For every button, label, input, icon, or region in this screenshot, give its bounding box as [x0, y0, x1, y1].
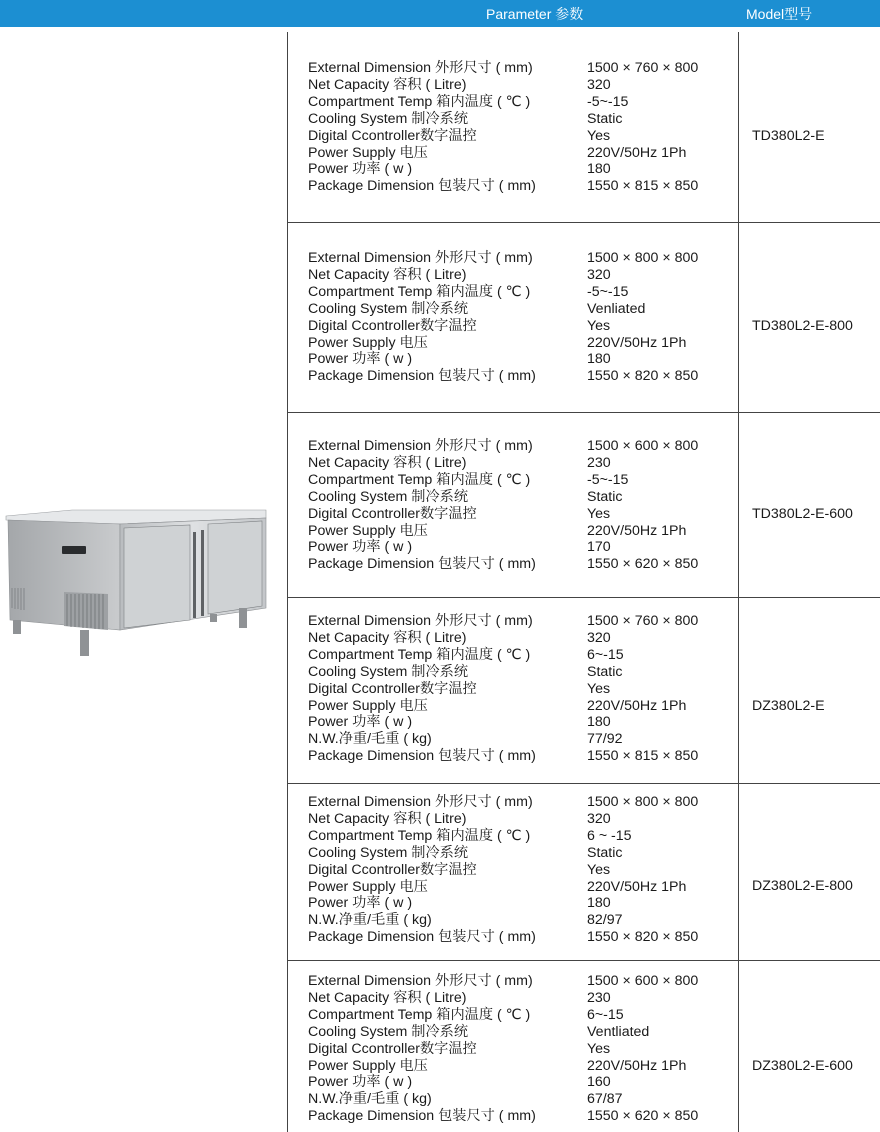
spec-label: Compartment Temp 箱内温度 ( ℃ )	[308, 471, 531, 488]
product-spec-block	[287, 224, 880, 413]
spec-label: Cooling System 制冷系统	[308, 663, 469, 680]
spec-value: 320	[587, 629, 611, 646]
spec-value: 1550 × 820 × 850	[587, 929, 699, 946]
spec-label: Cooling System 制冷系统	[308, 1023, 469, 1040]
spec-label: Compartment Temp 箱内温度 ( ℃ )	[308, 283, 531, 300]
spec-value: 180	[587, 161, 611, 178]
spec-value: Static	[587, 663, 623, 680]
spec-label: External Dimension 外形尺寸 ( mm)	[308, 438, 533, 454]
spec-value: 1500 × 760 × 800	[587, 60, 699, 76]
spec-value: 160	[587, 1074, 611, 1091]
spec-value: -5~-15	[587, 283, 629, 300]
spec-value: 220V/50Hz 1Ph	[587, 522, 687, 539]
spec-label: Digital Ccontroller数字温控	[308, 1040, 477, 1057]
model-number: TD380L2-E	[752, 128, 825, 144]
row-separator	[287, 412, 880, 413]
spec-value: 1550 × 820 × 850	[587, 368, 699, 385]
spec-value: 230	[587, 454, 611, 471]
spec-label: Cooling System 制冷系统	[308, 488, 469, 505]
spec-label: Package Dimension 包装尺寸 ( mm)	[308, 368, 536, 385]
spec-value: 220V/50Hz 1Ph	[587, 878, 687, 895]
spec-value: Yes	[587, 505, 611, 522]
spec-label: Net Capacity 容积 ( Litre)	[308, 989, 467, 1006]
row-separator	[287, 222, 880, 223]
spec-header-bar	[0, 0, 880, 27]
spec-value: 1550 × 620 × 850	[587, 1108, 699, 1125]
spec-value: 1500 × 800 × 800	[587, 794, 699, 810]
spec-label: Compartment Temp 箱内温度 ( ℃ )	[308, 93, 531, 110]
spec-label: Digital Ccontroller数字温控	[308, 505, 477, 522]
spec-label: Power Supply 电压	[308, 144, 428, 161]
spec-label: Net Capacity 容积 ( Litre)	[308, 629, 467, 646]
spec-value: -5~-15	[587, 471, 629, 488]
spec-value: 220V/50Hz 1Ph	[587, 1057, 687, 1074]
row-separator	[287, 960, 880, 961]
spec-value: 320	[587, 810, 611, 827]
spec-label: Digital Ccontroller数字温控	[308, 127, 477, 144]
spec-value: 1500 × 600 × 800	[587, 973, 699, 989]
spec-label: Digital Ccontroller数字温控	[308, 680, 477, 697]
spec-label: Power 功率 ( w )	[308, 161, 413, 178]
spec-value: 67/87	[587, 1091, 623, 1108]
model-number: TD380L2-E-800	[752, 318, 853, 334]
spec-label: Digital Ccontroller数字温控	[308, 317, 477, 334]
product-spec-block	[287, 32, 880, 223]
spec-label: Power 功率 ( w )	[308, 714, 413, 731]
spec-value: Yes	[587, 861, 611, 878]
spec-value: 6~-15	[587, 646, 624, 663]
spec-label: Net Capacity 容积 ( Litre)	[308, 454, 467, 471]
model-column-header: Model型号	[746, 6, 813, 22]
spec-label: Power Supply 电压	[308, 1057, 428, 1074]
spec-table	[287, 32, 880, 1132]
spec-label: Package Dimension 包装尺寸 ( mm)	[308, 1108, 536, 1125]
product-spec-block	[287, 414, 880, 598]
product-spec-block	[287, 962, 880, 1132]
spec-value: 1550 × 620 × 850	[587, 556, 699, 573]
spec-label: N.W.净重/毛重 ( kg)	[308, 731, 432, 748]
spec-label: Power Supply 电压	[308, 697, 428, 714]
spec-label: N.W.净重/毛重 ( kg)	[308, 912, 432, 929]
spec-label: External Dimension 外形尺寸 ( mm)	[308, 60, 533, 76]
spec-label: Package Dimension 包装尺寸 ( mm)	[308, 929, 536, 946]
spec-label: Digital Ccontroller数字温控	[308, 861, 477, 878]
spec-label: Power Supply 电压	[308, 522, 428, 539]
model-number: DZ380L2-E-800	[752, 878, 853, 894]
spec-value: 1550 × 815 × 850	[587, 178, 699, 195]
spec-label: N.W.净重/毛重 ( kg)	[308, 1091, 432, 1108]
spec-label: External Dimension 外形尺寸 ( mm)	[308, 973, 533, 989]
spec-value: 220V/50Hz 1Ph	[587, 697, 687, 714]
spec-label: Power 功率 ( w )	[308, 895, 413, 912]
spec-label: Net Capacity 容积 ( Litre)	[308, 76, 467, 93]
row-separator	[287, 597, 880, 598]
spec-value: 320	[587, 266, 611, 283]
spec-value: Static	[587, 110, 623, 127]
spec-label: Package Dimension 包装尺寸 ( mm)	[308, 556, 536, 573]
product-spec-block	[287, 599, 880, 784]
spec-label: Power 功率 ( w )	[308, 351, 413, 368]
spec-value: 6 ~ -15	[587, 827, 632, 844]
spec-label: External Dimension 外形尺寸 ( mm)	[308, 794, 533, 810]
spec-label: Net Capacity 容积 ( Litre)	[308, 266, 467, 283]
spec-label: Power Supply 电压	[308, 878, 428, 895]
spec-value: 230	[587, 989, 611, 1006]
spec-value: 82/97	[587, 912, 623, 929]
spec-value: 1500 × 800 × 800	[587, 250, 699, 266]
parameter-column-header: Parameter 参数	[486, 6, 584, 22]
spec-value: Ventliated	[587, 1023, 650, 1040]
spec-value: Static	[587, 844, 623, 861]
spec-value: 1550 × 815 × 850	[587, 748, 699, 765]
spec-value: 180	[587, 714, 611, 731]
spec-label: External Dimension 外形尺寸 ( mm)	[308, 613, 533, 629]
spec-label: Power Supply 电压	[308, 334, 428, 351]
spec-value: Static	[587, 488, 623, 505]
spec-label: Package Dimension 包装尺寸 ( mm)	[308, 178, 536, 195]
spec-value: 1500 × 600 × 800	[587, 438, 699, 454]
spec-value: 180	[587, 351, 611, 368]
spec-label: Cooling System 制冷系统	[308, 300, 469, 317]
spec-value: 220V/50Hz 1Ph	[587, 144, 687, 161]
spec-label: Net Capacity 容积 ( Litre)	[308, 810, 467, 827]
spec-label: Power 功率 ( w )	[308, 1074, 413, 1091]
spec-label: Compartment Temp 箱内温度 ( ℃ )	[308, 646, 531, 663]
spec-label: Power 功率 ( w )	[308, 539, 413, 556]
spec-value: 6~-15	[587, 1006, 624, 1023]
spec-label: Compartment Temp 箱内温度 ( ℃ )	[308, 1006, 531, 1023]
spec-value: Yes	[587, 317, 611, 334]
spec-value: -5~-15	[587, 93, 629, 110]
spec-value: Yes	[587, 1040, 611, 1057]
spec-label: External Dimension 外形尺寸 ( mm)	[308, 250, 533, 266]
spec-value: 1500 × 760 × 800	[587, 613, 699, 629]
spec-value: Yes	[587, 680, 611, 697]
spec-value: 320	[587, 76, 611, 93]
spec-value: Yes	[587, 127, 611, 144]
spec-label: Cooling System 制冷系统	[308, 110, 469, 127]
spec-label: Cooling System 制冷系统	[308, 844, 469, 861]
undercounter-refrigerator-image	[4, 508, 270, 660]
spec-value: 180	[587, 895, 611, 912]
spec-label: Package Dimension 包装尺寸 ( mm)	[308, 748, 536, 765]
model-number: DZ380L2-E	[752, 698, 825, 714]
spec-value: 220V/50Hz 1Ph	[587, 334, 687, 351]
spec-value: 77/92	[587, 731, 623, 748]
model-number: DZ380L2-E-600	[752, 1058, 853, 1074]
model-number: TD380L2-E-600	[752, 506, 853, 522]
product-spec-block	[287, 785, 880, 961]
spec-label: Compartment Temp 箱内温度 ( ℃ )	[308, 827, 531, 844]
spec-value: Venliated	[587, 300, 646, 317]
spec-value: 170	[587, 539, 611, 556]
row-separator	[287, 783, 880, 784]
